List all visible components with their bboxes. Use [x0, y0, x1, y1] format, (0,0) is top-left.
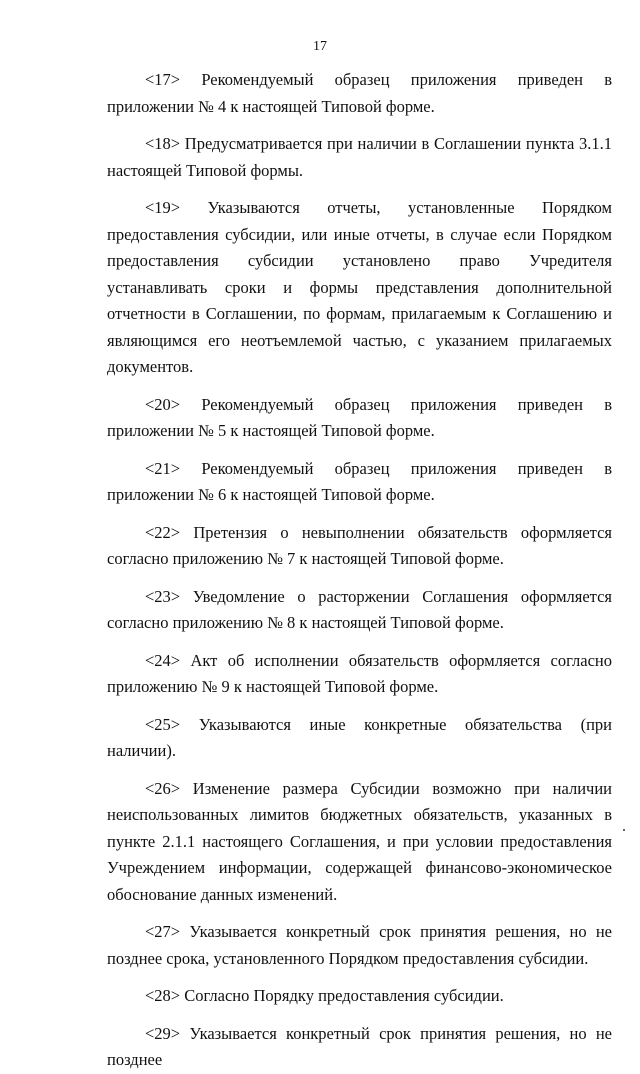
footnote-17: <17> Рекомендуемый образец приложения приведен в приложении № 4 к настоящей Типовой форме.	[107, 70, 612, 116]
footnote-21: <21> Рекомендуемый образец приложения приведен в приложении № 6 к настоящей Типовой форме.	[107, 458, 612, 504]
page-number: 17	[313, 39, 327, 54]
scan-mark	[623, 829, 625, 831]
footnote-18: <18> Предусматривается при наличии в Соглашении пункта 3.1.1 настоящей Типовой формы.	[107, 134, 612, 180]
footnote-26: <26> Изменение размера Субсидии возможно при наличии неиспользованных лимитов бюджетных обязательств, указанных в пункте 2.1.1 настоящего Соглашения, и при условии предоставления Учреждением информации, содержащей финансово-экономическое обоснование данных изменений.	[107, 778, 612, 904]
footnotes-section	[107, 67, 612, 1074]
footnote-20: <20> Рекомендуемый образец приложения приведен в приложении № 5 к настоящей Типовой форме.	[107, 394, 612, 440]
footnote-25: <25> Указываются иные конкретные обязательства (при наличии).	[107, 714, 612, 760]
footnote-27: <27> Указывается конкретный срок принятия решения, но не позднее срока, установленного Порядком предоставления субсидии.	[107, 922, 612, 968]
footnote-24: <24> Акт об исполнении обязательств оформляется согласно приложению № 9 к настоящей Типовой форме.	[107, 650, 612, 696]
footnote-22: <22> Претензия о невыполнении обязательств оформляется согласно приложению № 7 к настоящей Типовой форме.	[107, 522, 612, 568]
footnote-29: <29> Указывается конкретный срок принятия решения, но не позднее	[107, 1023, 612, 1069]
footnote-28: <28> Согласно Порядку предоставления субсидии.	[145, 986, 504, 1005]
footnote-23: <23> Уведомление о расторжении Соглашения оформляется согласно приложению № 8 к настоящей Типовой форме.	[107, 586, 612, 632]
footnote-19: <19> Указываются отчеты, установленные Порядком предоставления субсидии, или иные отчеты, в случае если Порядком предоставления субсидии установлено право Учредителя устанавливать сроки и формы представления дополнительной отчетности в Соглашении, по формам, прилагаемым к Соглашению и являющимся его неотъемлемой частью, с указанием прилагаемых документов.	[107, 198, 612, 376]
